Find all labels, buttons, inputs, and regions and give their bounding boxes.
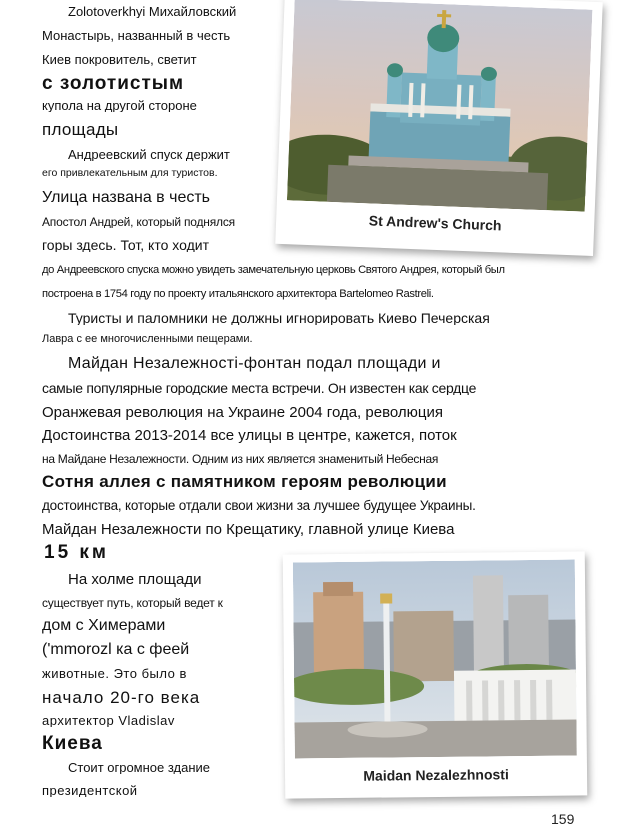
text-line: Майдан Незалежности по Крещатику, главной улице Киева (42, 522, 455, 537)
text-line: Майдан Незалежності-фонтан подал площади и (68, 356, 441, 372)
church-photo (287, 0, 593, 212)
maidan-photo (293, 560, 577, 759)
maidan-photo-card (283, 551, 588, 798)
text-line: На холме площади (68, 572, 202, 587)
text-line: Андреевский спуск держит (68, 148, 230, 161)
maidan-photo-caption: Maidan Nezalezhnosti (363, 766, 509, 784)
text-line: самые популярные городские места встречи. Он известен как сердце (42, 381, 477, 395)
text-line: горы здесь. Тот, кто ходит (42, 238, 209, 252)
text-line: Апостол Андрей, который поднялся (42, 216, 235, 228)
text-line: купола на другой стороне (42, 99, 197, 112)
text-line: Достоинства 2013-2014 все улицы в центре, кажется, поток (42, 428, 457, 443)
text-line: ('mmorozl ка с феей (42, 642, 190, 658)
text-line: с золотистым (42, 74, 185, 93)
text-line: Сотня аллея с памятником героям революции (42, 473, 447, 490)
text-line: построена в 1754 году по проекту итальянского архитектора Bartelomeo Rastreli. (42, 289, 434, 300)
page-number: 159 (551, 811, 575, 827)
text-line: архитектор Vladislav (42, 714, 175, 727)
text-line: Монастырь, названный в честь (42, 29, 231, 42)
text-line: дом с Химерами (42, 618, 166, 634)
church-photo-card (275, 0, 603, 256)
text-line: Стоит огромное здание (68, 761, 211, 774)
church-photo-caption: St Andrew's Church (368, 212, 502, 234)
text-line: достоинства, которые отдали свои жизни за лучшее будущее Украины. (42, 499, 476, 513)
text-line: Киев покровитель, светит (42, 53, 197, 66)
text-line: его привлекательным для туристов. (42, 168, 218, 179)
text-line: до Андреевского спуска можно увидеть замечательную церковь Святого Андрея, который был (42, 265, 505, 276)
text-line: животные. Это было в (42, 667, 187, 680)
text-line: президентской (42, 784, 138, 797)
text-line: Лавра с ее многочисленными пещерами. (42, 334, 253, 345)
text-line: начало 20-го века (42, 689, 201, 706)
text-line: Туристы и паломники не должны игнорировать Киево Печерская (68, 311, 490, 325)
text-line: на Майдане Незалежности. Одним из них является знаменитый Небесная (42, 453, 439, 465)
text-line: Киева (42, 734, 103, 753)
text-line: существует путь, который ведет к (42, 597, 223, 609)
text-line: Улица названа в честь (42, 190, 211, 206)
text-line: площады (42, 121, 119, 138)
text-line: 15 км (44, 543, 109, 562)
text-line: Оранжевая революция на Украине 2004 года, революция (42, 405, 443, 420)
text-line: Zolotoverkhyi Михайловский (68, 5, 237, 18)
